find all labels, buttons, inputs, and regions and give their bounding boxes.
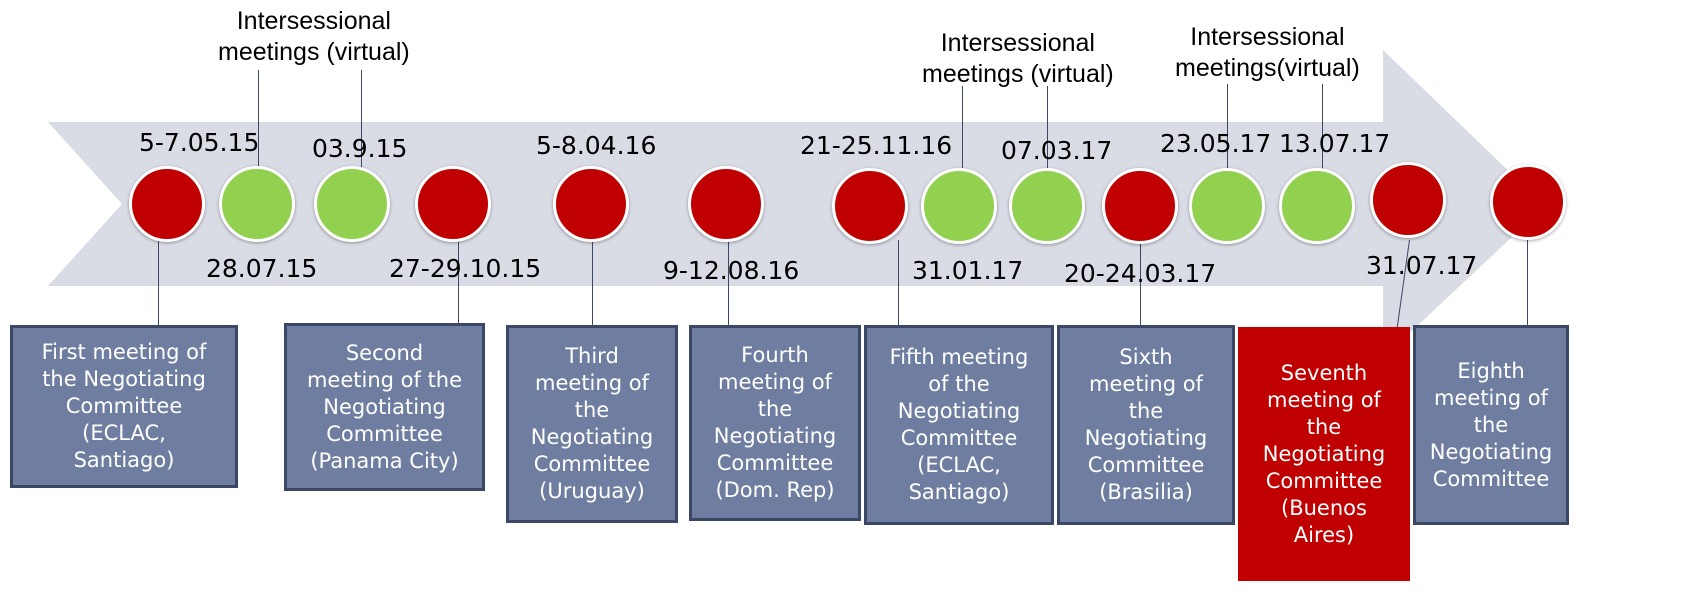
date-label: 5-8.04.16: [536, 131, 657, 160]
meeting-box-label: Second meeting of the Negotiating Committee (Panama City): [306, 340, 463, 473]
meeting-marker: [129, 166, 205, 242]
meeting-box-label: First meeting of the Negotiating Committee (ECLAC, Santiago): [41, 340, 207, 472]
date-label: 13.07.17: [1279, 129, 1391, 158]
date-label: 23.05.17: [1160, 129, 1272, 158]
connector-line: [898, 240, 899, 326]
meeting-marker: [415, 166, 491, 242]
meeting-box-label: Sixth meeting of the Negotiating Committee (Brasilia): [1084, 345, 1208, 504]
meeting-box-label: Third meeting of the Negotiating Committee (Uruguay): [530, 344, 654, 503]
date-label: 21-25.11.16: [800, 131, 953, 160]
intersessional-label: Intersessional meetings (virtual): [922, 29, 1114, 88]
meeting-box-1: [10, 325, 238, 488]
date-label: 07.03.17: [1001, 136, 1113, 165]
date-label: 31.07.17: [1366, 251, 1478, 280]
connector-line: [592, 240, 593, 326]
meeting-box-label: Fifth meeting of the Negotiating Committee (ECLAC, Santiago): [889, 345, 1029, 504]
meeting-box-2: [284, 323, 485, 491]
meeting-box-6: [1057, 325, 1235, 525]
meeting-box-8: [1413, 325, 1569, 525]
date-label: 27-29.10.15: [389, 254, 542, 283]
connector-line: [1527, 240, 1528, 326]
meeting-box-4: [689, 325, 861, 521]
meeting-box-5: [864, 325, 1054, 525]
date-label: 03.9.15: [312, 134, 408, 163]
meeting-marker: [1102, 168, 1178, 244]
date-label: 9-12.08.16: [663, 256, 800, 285]
meeting-box-label: Fourth meeting of the Negotiating Committee (Dom. Rep): [713, 343, 837, 502]
connector-line: [1047, 86, 1048, 180]
intersessional-label: Intersessional meetings(virtual): [1175, 23, 1360, 82]
intersessional-marker: [1279, 168, 1355, 244]
intersessional-marker: [1009, 168, 1085, 244]
meeting-box-label: Seventh meeting of the Negotiating Committee (Buenos Aires): [1262, 360, 1386, 547]
intersessional-label: Intersessional meetings (virtual): [218, 7, 410, 66]
date-label: 5-7.05.15: [139, 128, 260, 157]
meeting-marker: [688, 166, 764, 242]
date-label: 31.01.17: [912, 256, 1024, 285]
intersessional-marker: [219, 166, 295, 242]
meeting-box-3: [506, 325, 678, 523]
intersessional-marker: [314, 166, 390, 242]
date-label: 20-24.03.17: [1064, 259, 1217, 288]
intersessional-marker: [921, 168, 997, 244]
meeting-marker: [553, 166, 629, 242]
date-label: 28.07.15: [206, 254, 318, 283]
connector-line: [158, 240, 159, 326]
connector-line: [962, 86, 963, 180]
meeting-marker: [832, 168, 908, 244]
intersessional-marker: [1189, 168, 1265, 244]
meeting-box-7: [1238, 327, 1410, 581]
meeting-marker: [1490, 164, 1566, 240]
meeting-marker: [1370, 162, 1446, 238]
meeting-box-label: Eighth meeting of the Negotiating Committee: [1429, 358, 1553, 491]
